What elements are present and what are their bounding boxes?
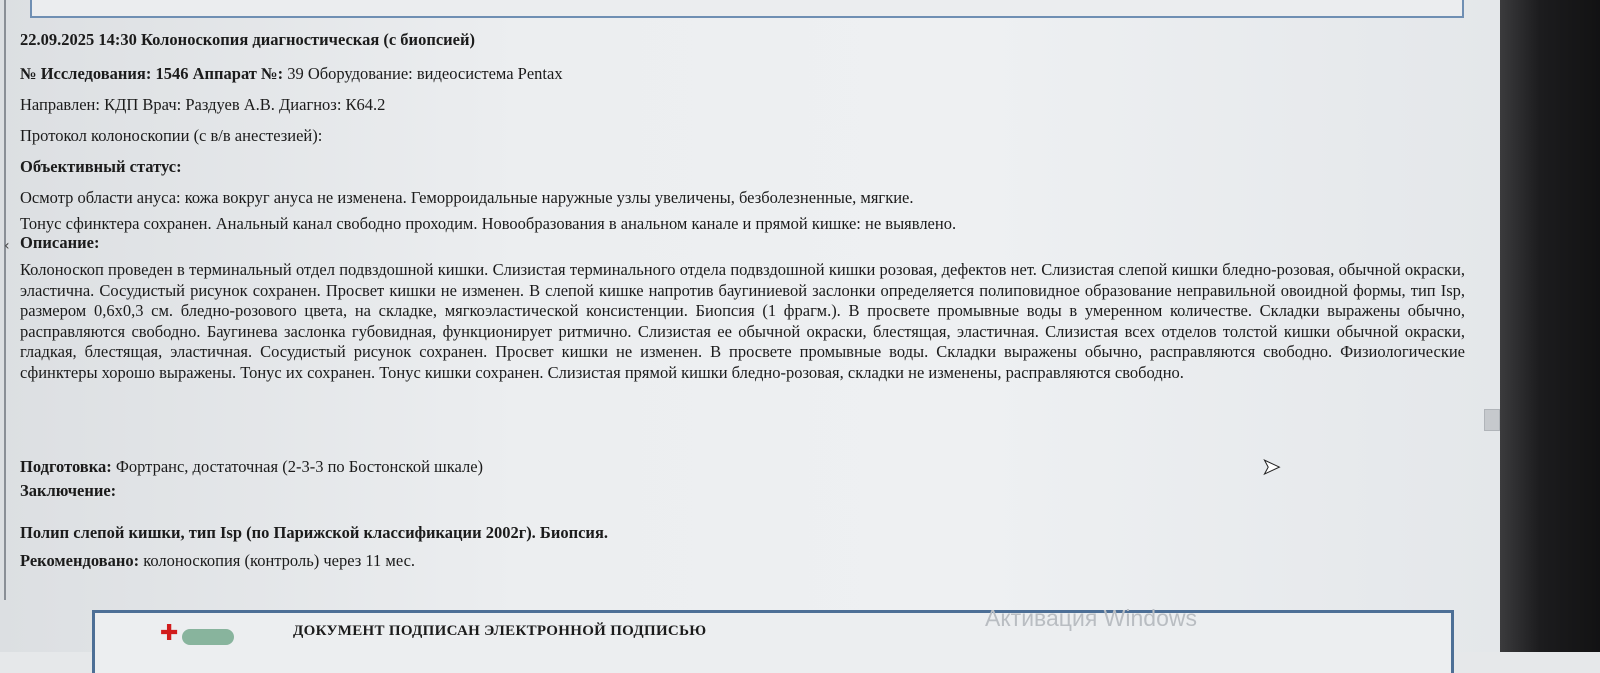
protocol-title: Протокол колоноскопии (с в/в анестезией): <box>20 126 323 145</box>
objective-status-line-1: Осмотр области ануса: кожа вокруг ануса не изменена. Геморроидальные наружные узлы увеличены, безболезненные, мягкие. <box>20 188 914 207</box>
referred-label: Направлен: <box>20 95 100 114</box>
scroll-left-icon[interactable]: ‹ <box>4 238 10 254</box>
recommendation-label: Рекомендовано: <box>20 551 140 570</box>
equipment-value: видеосистема Pentax <box>416 64 563 83</box>
diagnosis-value: К64.2 <box>345 95 386 114</box>
preparation <box>20 457 483 477</box>
description-heading: Описание: <box>20 233 100 252</box>
recommendation <box>20 551 415 571</box>
logo-badge <box>182 629 234 645</box>
left-scrollbar-edge <box>4 0 6 600</box>
clinic-logo-icon <box>160 623 240 645</box>
referred-value: КДП <box>104 95 139 114</box>
preparation-value: Фортранс, достаточная (2-3-3 по Бостонской шкале) <box>115 457 484 476</box>
study-number-label: № Исследования: <box>20 64 152 83</box>
recommendation-value: колоноскопия (контроль) через 11 мес. <box>143 551 416 570</box>
conclusion-heading: Заключение: <box>20 481 117 500</box>
mouse-pointer-icon: ➤ <box>1262 455 1281 480</box>
vertical-scrollbar-thumb[interactable] <box>1484 409 1500 431</box>
objective-status-heading: Объективный статус: <box>20 157 182 176</box>
doctor-label: Врач: <box>142 95 182 114</box>
record-title <box>20 30 475 50</box>
doctor-value: Раздуев А.В. <box>185 95 275 114</box>
conclusion-text: Полип слепой кишки, тип Isp (по Парижской классификации 2002г). Биопсия. <box>20 523 608 542</box>
signature-text: ДОКУМЕНТ ПОДПИСАН ЭЛЕКТРОННОЙ ПОДПИСЬЮ <box>293 623 707 639</box>
red-cross-icon: ✚ <box>160 621 179 646</box>
diagnosis-label: Диагноз: <box>279 95 342 114</box>
preparation-label: Подготовка: <box>20 457 112 476</box>
referral-info <box>20 95 385 115</box>
device-number-value: 39 <box>287 64 304 83</box>
study-number-value: 1546 <box>155 64 189 83</box>
description-text: Колоноскоп проведен в терминальный отдел подвздошной кишки. Слизистая терминального отдела подвздошной кишки розовая, дефектов нет. Слизистая слепой кишки бледно-розовая, обычной окраски, эластична. Сосудистый рисунок сохранен. Просвет кишки не изменен. В слепой кишке напротив баугиниевой заслонки определяется полиповидное образование неправильной овоидной формы, тип Isp, размером 0,6х0,3 см. бледно-розового цвета, на складке, мягкоэластической консистенции. Биопсия (1 фрагм.). В просвете промывные воды в умеренном количестве. Складки выражены обычно, расправляются свободно. Баугинева заслонка губовидная, функционирует ритмично. Слизистая ее обычной окраски, блестящая, эластичная. Слизистая всех отделов толстой кишки обычной окраски, гладкая, блестящая, эластичная. Сосудистый рисунок сохранен. Просвет кишки не изменен. В просвете промывные воды. Складки выражены обычно, расправляются свободно. Физиологические сфинктеры хорошо выражены. Тонус их сохранен. Тонус кишки сохранен. Слизистая прямой кишки бледно-розовая, складки не изменены, расправляются свободно. <box>20 260 1465 382</box>
record-datetime: 22.09.2025 14:30 <box>20 30 137 49</box>
device-number-label: Аппарат №: <box>192 64 284 83</box>
procedure-name: Колоноскопия диагностическая (с биопсией) <box>141 30 475 49</box>
objective-status-line-2: Тонус сфинктера сохранен. Анальный канал свободно проходим. Новообразования в анальном канале и прямой кишке: не выявлено. <box>20 214 957 233</box>
e-signature-block <box>92 610 1454 673</box>
monitor-bezel <box>1500 0 1600 652</box>
study-info <box>20 64 563 84</box>
windows-activation-watermark: Активация Windows <box>985 605 1197 631</box>
previous-section-frame <box>30 0 1464 18</box>
equipment-label: Оборудование: <box>307 64 413 83</box>
